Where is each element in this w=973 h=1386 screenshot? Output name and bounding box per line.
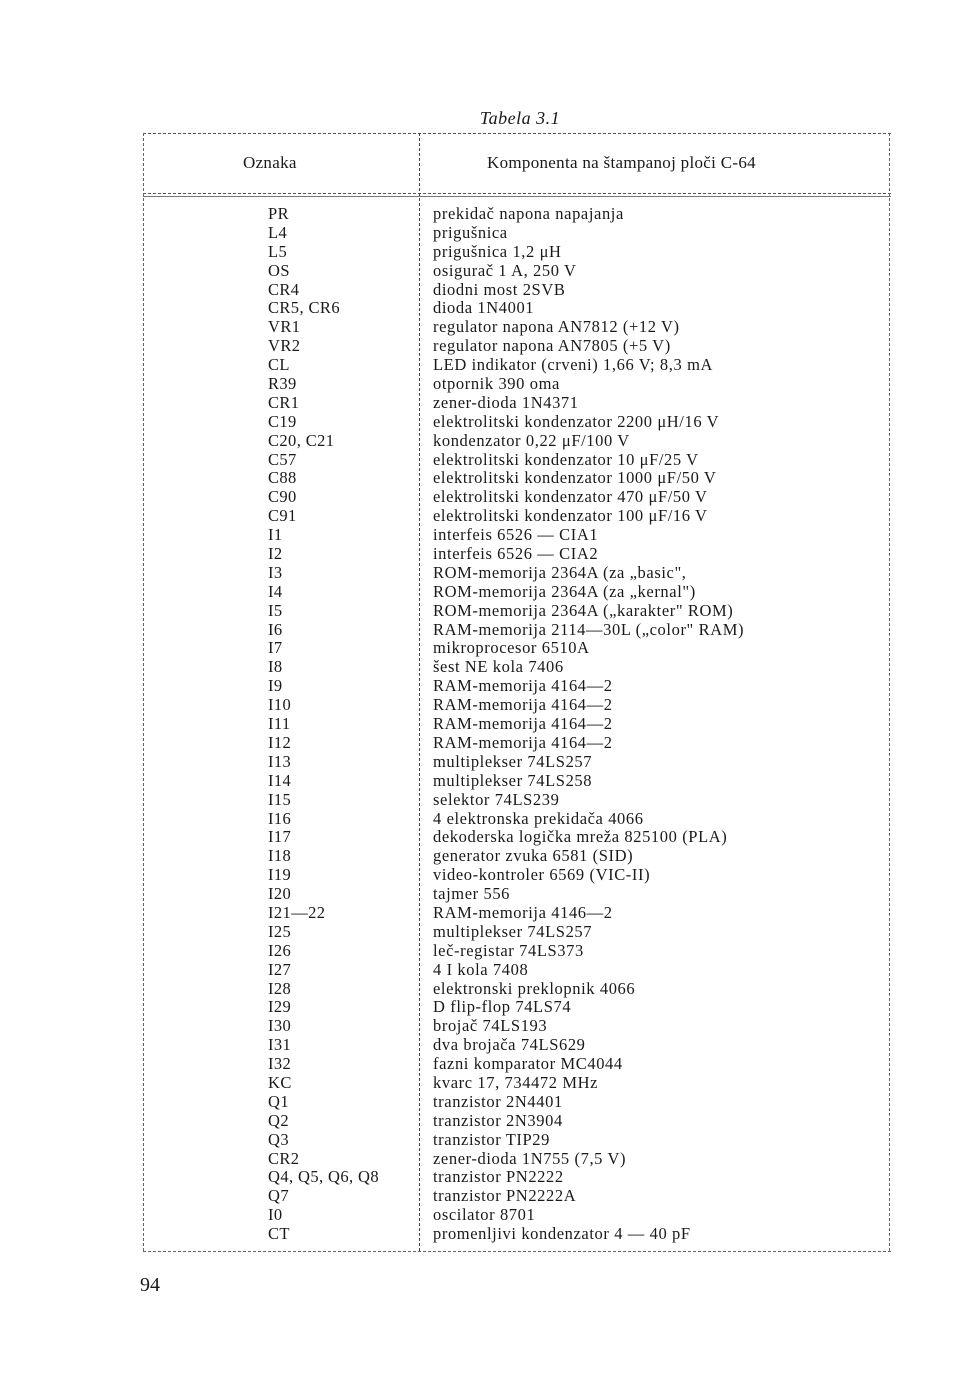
- component-designator: I13: [268, 751, 292, 771]
- components-table: [143, 133, 891, 1253]
- component-description: dekoderska logička mreža 825100 (PLA): [433, 827, 728, 847]
- table-row: [143, 998, 891, 1017]
- table-row: [143, 243, 891, 262]
- component-description: elektrolitski kondenzator 470 μF/50 V: [433, 487, 708, 507]
- table-row: [143, 885, 891, 904]
- table-row: [143, 1131, 891, 1150]
- table-row: [143, 980, 891, 999]
- component-description: RAM-memorija 4146—2: [433, 902, 613, 922]
- component-designator: R39: [268, 374, 297, 394]
- component-description: regulator napona AN7805 (+5 V): [433, 336, 671, 356]
- component-description: regulator napona AN7812 (+12 V): [433, 317, 680, 337]
- component-description: zener-dioda 1N755 (7,5 V): [433, 1148, 627, 1168]
- table-row: [143, 810, 891, 829]
- table-row: [143, 356, 891, 375]
- component-description: tranzistor 2N3904: [433, 1110, 563, 1130]
- component-description: tranzistor TIP29: [433, 1129, 550, 1149]
- table-bottom-rule: [143, 1251, 891, 1252]
- component-designator: I15: [268, 789, 292, 809]
- table-row: [143, 507, 891, 526]
- component-description: multiplekser 74LS257: [433, 751, 593, 771]
- table-row: [143, 639, 891, 658]
- table-row: [143, 526, 891, 545]
- component-designator: I12: [268, 732, 292, 752]
- table-row: [143, 545, 891, 564]
- component-designator: I11: [268, 714, 291, 734]
- component-description: prigušnica: [433, 222, 508, 242]
- component-description: oscilator 8701: [433, 1205, 536, 1225]
- component-description: tranzistor PN2222A: [433, 1186, 577, 1206]
- table-row: [143, 942, 891, 961]
- table-row: [143, 828, 891, 847]
- table-body: [143, 205, 891, 1244]
- component-description: multiplekser 74LS258: [433, 770, 593, 790]
- component-description: promenljivi kondenzator 4 — 40 pF: [433, 1224, 691, 1244]
- component-description: 4 elektronska prekidača 4066: [433, 808, 644, 828]
- component-designator: I28: [268, 978, 292, 998]
- table-row: [143, 847, 891, 866]
- table-row: [143, 224, 891, 243]
- table-row: [143, 337, 891, 356]
- component-designator: I18: [268, 846, 292, 866]
- component-description: prigušnica 1,2 μH: [433, 241, 562, 261]
- component-designator: C19: [268, 411, 297, 431]
- table-row: [143, 791, 891, 810]
- component-designator: I29: [268, 997, 292, 1017]
- component-description: tajmer 556: [433, 884, 511, 904]
- component-designator: Q1: [268, 1091, 289, 1111]
- component-description: otpornik 390 oma: [433, 374, 560, 394]
- component-description: ROM-memorija 2364A (za „kernal"): [433, 581, 696, 601]
- table-row: [143, 677, 891, 696]
- component-description: kvarc 17, 734472 MHz: [433, 1072, 599, 1092]
- component-designator: I2: [268, 544, 283, 564]
- component-designator: VR2: [268, 336, 301, 356]
- component-description: LED indikator (crveni) 1,66 V; 8,3 mA: [433, 355, 714, 375]
- table-row: [143, 1017, 891, 1036]
- component-description: prekidač napona napajanja: [433, 204, 624, 223]
- component-designator: C57: [268, 449, 297, 469]
- component-designator: I27: [268, 959, 292, 979]
- component-designator: I25: [268, 921, 292, 941]
- component-designator: I19: [268, 865, 292, 885]
- table-row: [143, 1150, 891, 1169]
- component-designator: L5: [268, 241, 288, 261]
- table-row: [143, 904, 891, 923]
- table-row: [143, 866, 891, 885]
- component-description: leč-registar 74LS373: [433, 940, 584, 960]
- component-designator: Q4, Q5, Q6, Q8: [268, 1167, 380, 1187]
- component-designator: CR1: [268, 392, 300, 412]
- table-row: [143, 923, 891, 942]
- component-description: RAM-memorija 4164—2: [433, 695, 613, 715]
- table-row: [143, 394, 891, 413]
- component-designator: I14: [268, 770, 292, 790]
- component-designator: Q7: [268, 1186, 289, 1206]
- component-description: RAM-memorija 2114—30L („color" RAM): [433, 619, 745, 639]
- component-designator: I31: [268, 1035, 292, 1055]
- component-designator: I10: [268, 695, 292, 715]
- component-description: zener-dioda 1N4371: [433, 392, 579, 412]
- component-designator: I6: [268, 619, 283, 639]
- table-row: [143, 1074, 891, 1093]
- component-designator: I8: [268, 657, 283, 677]
- table-row: [143, 753, 891, 772]
- component-designator: Q3: [268, 1129, 289, 1149]
- component-designator: I3: [268, 562, 283, 582]
- component-description: selektor 74LS239: [433, 789, 560, 809]
- table-row: [143, 299, 891, 318]
- component-designator: I26: [268, 940, 292, 960]
- component-description: elektrolitski kondenzator 100 μF/16 V: [433, 506, 708, 526]
- component-designator: I1: [268, 525, 283, 545]
- component-description: mikroprocesor 6510A: [433, 638, 590, 658]
- component-description: kondenzator 0,22 μF/100 V: [433, 430, 630, 450]
- component-description: tranzistor 2N4401: [433, 1091, 563, 1111]
- table-row: [143, 488, 891, 507]
- table-row: [143, 281, 891, 300]
- component-designator: I21—22: [268, 902, 326, 922]
- component-designator: Q2: [268, 1110, 289, 1130]
- component-designator: KC: [268, 1072, 292, 1092]
- table-row: [143, 1036, 891, 1055]
- component-designator: CR4: [268, 279, 300, 299]
- column-header-komponenta: Komponenta na štampanoj ploči C-64: [487, 153, 756, 172]
- table-row: [143, 1168, 891, 1187]
- table-row: [143, 1187, 891, 1206]
- component-designator: PR: [268, 204, 289, 223]
- component-designator: C20, C21: [268, 430, 335, 450]
- table-row: [143, 1225, 891, 1244]
- component-description: RAM-memorija 4164—2: [433, 732, 613, 752]
- table-row: [143, 262, 891, 281]
- component-description: elektronski preklopnik 4066: [433, 978, 636, 998]
- table-row: [143, 469, 891, 488]
- component-description: ROM-memorija 2364A („karakter" ROM): [433, 600, 734, 620]
- component-designator: VR1: [268, 317, 301, 337]
- table-row: [143, 1055, 891, 1074]
- component-description: RAM-memorija 4164—2: [433, 676, 613, 696]
- component-designator: I32: [268, 1054, 292, 1074]
- component-designator: I9: [268, 676, 283, 696]
- component-designator: OS: [268, 260, 290, 280]
- component-description: elektrolitski kondenzator 1000 μF/50 V: [433, 468, 717, 488]
- component-description: tranzistor PN2222: [433, 1167, 564, 1187]
- table-row: [143, 413, 891, 432]
- component-description: fazni komparator MC4044: [433, 1054, 623, 1074]
- table-row: [143, 715, 891, 734]
- component-description: 4 I kola 7408: [433, 959, 529, 979]
- component-description: interfeis 6526 — CIA1: [433, 525, 599, 545]
- component-description: elektrolitski kondenzator 2200 μH/16 V: [433, 411, 720, 431]
- page-number: 94: [140, 1274, 160, 1296]
- component-description: generator zvuka 6581 (SID): [433, 846, 634, 866]
- table-row: [143, 772, 891, 791]
- column-header-oznaka: Oznaka: [243, 153, 297, 172]
- component-description: brojač 74LS193: [433, 1016, 548, 1036]
- table-row: [143, 696, 891, 715]
- table-row: [143, 583, 891, 602]
- component-description: dioda 1N4001: [433, 298, 535, 318]
- component-designator: I0: [268, 1205, 283, 1225]
- component-description: diodni most 2SVB: [433, 279, 566, 299]
- component-description: ROM-memorija 2364A (za „basic",: [433, 562, 687, 582]
- table-row: [143, 621, 891, 640]
- component-description: šest NE kola 7406: [433, 657, 564, 677]
- component-designator: CR5, CR6: [268, 298, 340, 318]
- table-row: [143, 205, 891, 224]
- component-designator: CT: [268, 1224, 290, 1244]
- table-row: [143, 1206, 891, 1225]
- component-designator: C91: [268, 506, 297, 526]
- component-designator: CR2: [268, 1148, 300, 1168]
- component-designator: C88: [268, 468, 297, 488]
- header-rule-double: [143, 196, 891, 197]
- component-designator: I17: [268, 827, 292, 847]
- table-row: [143, 318, 891, 337]
- table-row: [143, 658, 891, 677]
- component-description: RAM-memorija 4164—2: [433, 714, 613, 734]
- component-description: osigurač 1 A, 250 V: [433, 260, 577, 280]
- component-designator: I7: [268, 638, 283, 658]
- component-designator: CL: [268, 355, 290, 375]
- table-top-rule: [143, 133, 891, 134]
- component-designator: C90: [268, 487, 297, 507]
- component-description: elektrolitski kondenzator 10 μF/25 V: [433, 449, 699, 469]
- component-designator: I20: [268, 884, 292, 904]
- component-description: D flip-flop 74LS74: [433, 997, 572, 1017]
- table-row: [143, 961, 891, 980]
- table-row: [143, 375, 891, 394]
- table-row: [143, 602, 891, 621]
- table-row: [143, 451, 891, 470]
- component-designator: I30: [268, 1016, 292, 1036]
- table-row: [143, 1093, 891, 1112]
- header-rule: [143, 193, 891, 194]
- component-designator: I4: [268, 581, 283, 601]
- component-designator: L4: [268, 222, 288, 242]
- table-row: [143, 564, 891, 583]
- component-description: dva brojača 74LS629: [433, 1035, 586, 1055]
- component-designator: I5: [268, 600, 283, 620]
- component-designator: I16: [268, 808, 292, 828]
- component-description: video-kontroler 6569 (VIC-II): [433, 865, 651, 885]
- table-row: [143, 432, 891, 451]
- component-description: interfeis 6526 — CIA2: [433, 544, 599, 564]
- table-row: [143, 734, 891, 753]
- table-caption: Tabela 3.1: [479, 108, 561, 128]
- component-description: multiplekser 74LS257: [433, 921, 593, 941]
- table-row: [143, 1112, 891, 1131]
